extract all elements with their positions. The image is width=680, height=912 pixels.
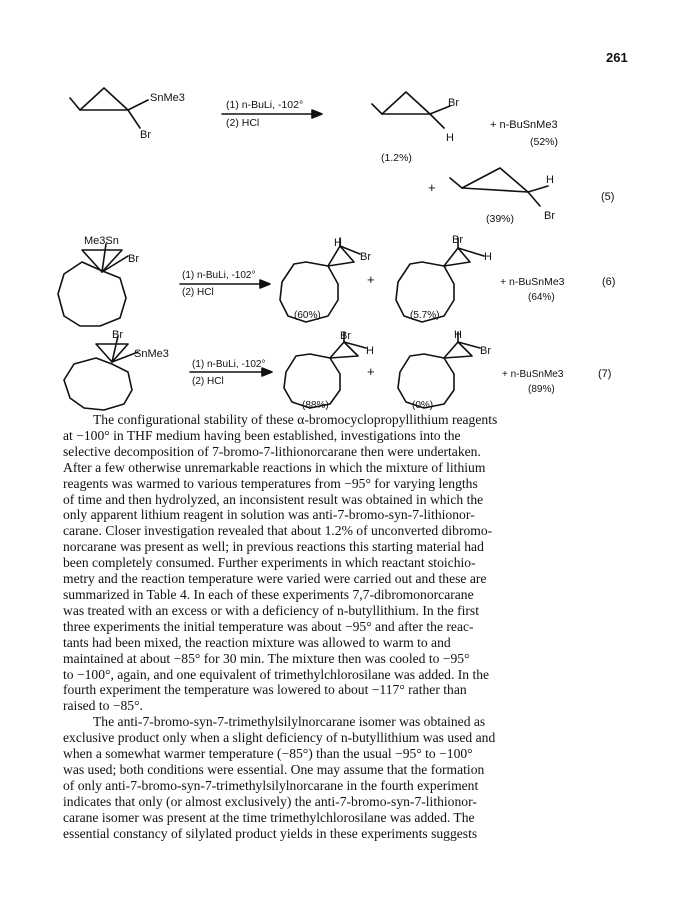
eq7-byproduct-yield: (89%) (528, 384, 555, 395)
paragraph-1-line: been completely consumed. Further experiments in which reactant stoichio- (63, 555, 476, 571)
paragraph-1-line: The configurational stability of these α-bromocyclopropyllithium reagents (93, 412, 498, 427)
paragraph-2 (63, 714, 613, 841)
eq7-product2-h: H (454, 329, 462, 341)
paragraph-1-line: selective decomposition of 7-bromo-7-lithionorcarane then were undertaken. (63, 443, 481, 459)
eq5-label: (5) (601, 191, 615, 203)
paragraph-1-line: fourth experiment the temperature was lowered to about −117° rather than (63, 682, 467, 698)
eq5-product2-br: Br (544, 210, 555, 222)
paragraph-1-line: at −100° in THF medium having been established, investigations into the (63, 427, 461, 443)
eq7-condition-1: (1) n-BuLi, -102° (192, 359, 266, 370)
paragraph-1-line: to −100°, again, and one equivalent of trimethylchlorosilane was added. In the (63, 666, 490, 682)
paragraph-2-line: indicates that only (or almost exclusively) the anti-7-bromo-syn-7-lithionor- (63, 793, 477, 809)
eq7-product2-structure (398, 332, 480, 408)
eq5-product2-structure (450, 168, 548, 206)
eq7-byproduct: + n-BuSnMe3 (502, 369, 564, 380)
paragraph-2-line: was used; both conditions were essential. One may assume that the formation (63, 761, 485, 777)
eq5-plus: + (428, 180, 436, 195)
paragraph-1-line: tants had been mixed, the reaction mixture was allowed to warm to and (63, 634, 451, 650)
paragraph-2-line: essential constancy of silylated product yields in these experiments suggests (63, 825, 478, 841)
eq7-product1-h: H (366, 345, 374, 357)
eq5-product1-h: H (446, 132, 454, 144)
paragraph-1 (63, 412, 613, 714)
eq7-product1-structure (284, 332, 366, 408)
eq6-reactant-sub-top: Me3Sn (84, 235, 119, 247)
eq7-product1-yield: (88%) (302, 400, 329, 411)
eq6-product1-yield: (60%) (294, 310, 321, 321)
eq6-label: (6) (602, 276, 616, 288)
eq7-plus: + (367, 364, 375, 379)
paragraph-1-line: raised to −85°. (63, 698, 143, 714)
eq6-plus: + (367, 272, 375, 287)
eq6-product2-br: Br (452, 234, 463, 246)
eq6-byproduct-yield: (64%) (528, 292, 555, 303)
eq6-product1-br: Br (360, 251, 371, 263)
eq7-product2-yield: (0%) (412, 400, 434, 411)
eq5-product1-yield: (1.2%) (381, 152, 412, 164)
eq6-reactant-sub-bottom: Br (128, 253, 139, 265)
eq5-reactant-sub-bottom: Br (140, 129, 151, 141)
paragraph-2-line: exclusive product only when a slight deficiency of n-butyllithium was used and (63, 730, 496, 746)
eq5-product2-h: H (546, 174, 554, 186)
eq5-product1-br: Br (448, 97, 459, 109)
eq6-product1-h: H (334, 237, 342, 249)
eq5-reactant-sub-top: SnMe3 (150, 92, 185, 104)
eq6-product2-h: H (484, 251, 492, 263)
paragraph-1-line: carane. Closer investigation revealed that about 1.2% of unconverted dibromo- (63, 523, 493, 539)
eq5-condition-1: (1) n-BuLi, -102° (226, 99, 304, 111)
eq6-condition-2: (2) HCl (182, 287, 214, 298)
paragraph-1-line: norcarane was present as well; in previous reactions this starting material had (63, 539, 484, 555)
paragraph-1-line: reagents was warmed to various temperatures from −95° for varying lengths (63, 475, 478, 491)
eq5-product2-yield: (39%) (486, 213, 515, 225)
eq7-label: (7) (598, 368, 612, 380)
paragraph-1-line: three experiments the initial temperature was about −95° and after the reac- (63, 618, 474, 634)
paragraph-1-line: only apparent lithium reagent in solution was anti-7-bromo-syn-7-lithionor- (63, 507, 475, 523)
eq7-reactant-sub-top: Br (112, 329, 123, 341)
eq6-product2-yield: (5.7%) (410, 310, 440, 321)
eq5-product1-structure (372, 92, 450, 128)
paragraph-2-line: when a somewhat warmer temperature (−85°) than the usual −95° to −100° (63, 746, 473, 762)
eq5-byproduct: + n-BuSnMe3 (490, 119, 558, 131)
paragraph-2-line: of only anti-7-bromo-syn-7-trimethylsilylnorcarane in the fourth experiment (63, 777, 479, 793)
page-number: 261 (606, 50, 628, 65)
eq7-product1-br: Br (340, 330, 351, 342)
paragraph-2-line: The anti-7-bromo-syn-7-trimethylsilylnorcarane isomer was obtained as (93, 714, 486, 730)
eq7-product2-br: Br (480, 345, 491, 357)
eq5-reactant-structure (70, 88, 148, 128)
paragraph-1-line: was treated with an excess or with a deficiency of n-butyllithium. In the first (63, 602, 479, 618)
eq7-reactant-sub-bottom: SnMe3 (134, 348, 169, 360)
eq5-byproduct-yield: (52%) (530, 136, 559, 148)
body-text (63, 412, 613, 841)
paragraph-1-line: maintained at about −85° for 30 min. The mixture then was cooled to −95° (63, 650, 470, 666)
eq5-condition-2: (2) HCl (226, 117, 260, 129)
paragraph-1-line: After a few otherwise unremarkable reactions in which the mixture of lithium (63, 459, 486, 475)
eq6-byproduct: + n-BuSnMe3 (500, 276, 565, 288)
paragraph-1-line: metry and the reaction temperature were varied were carried out and these are (63, 571, 487, 587)
paragraph-1-line: of time and then hydrolyzed, an inconsistent result was obtained in which the (63, 491, 484, 507)
eq7-reactant-structure (64, 336, 138, 410)
reaction-scheme (0, 0, 680, 412)
paragraph-2-line: carane isomer was present at the time trimethylchlorosilane was added. The (63, 809, 475, 825)
eq7-condition-2: (2) HCl (192, 376, 224, 387)
eq6-condition-1: (1) n-BuLi, -102° (182, 270, 256, 281)
eq6-reactant-structure (58, 244, 128, 326)
paragraph-1-line: summarized in Table 4. In each of these experiments 7,7-dibromonorcarane (63, 586, 474, 602)
